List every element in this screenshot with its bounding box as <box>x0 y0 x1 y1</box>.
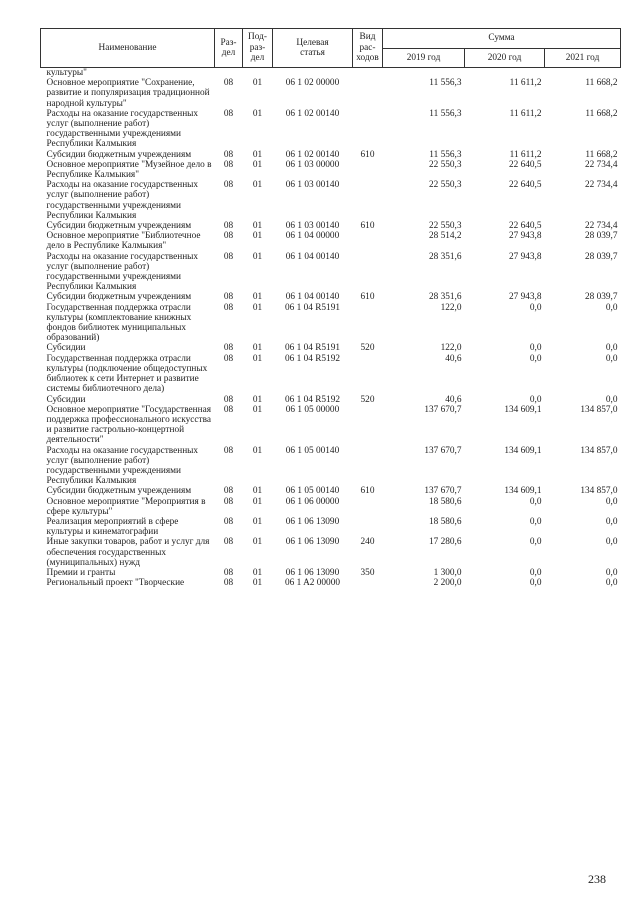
row-razdel: 08 <box>223 221 234 232</box>
row-razdel: 08 <box>223 180 234 191</box>
row-name: Иные закупки товаров, работ и услуг для обеспечения государственных (муниципальных) нужд <box>46 537 210 568</box>
row-celevaya-statya: 06 1 A2 00000 <box>284 578 340 589</box>
row-sum-2020: 0,0 <box>529 496 542 507</box>
table-row <box>41 68 621 79</box>
row-sum-2021: 0,0 <box>605 578 618 589</box>
row-sum-2021: 11 668,2 <box>585 108 618 119</box>
row-celevaya-statya: 06 1 04 00140 <box>285 292 340 303</box>
row-name: культуры" <box>46 68 87 78</box>
row-vid-rashodov <box>353 497 383 517</box>
header-razdel: Раз- дел <box>215 29 243 68</box>
row-sum-2019: 137 670,7 <box>424 445 462 456</box>
row-celevaya-statya: 06 1 06 13090 <box>285 516 340 527</box>
row-name: Субсидии <box>46 343 86 354</box>
row-razdel: 08 <box>223 292 234 303</box>
page-number: 238 <box>588 872 606 886</box>
row-sum-2020: 27 943,8 <box>508 292 542 303</box>
row-sum-2021: 0,0 <box>605 537 618 548</box>
row-name: Основное мероприятие "Сохранение, развитие и популяризация традиционной народной культуры" <box>46 78 210 109</box>
row-sum-2021: 0,0 <box>605 496 618 507</box>
row-razdel <box>215 68 243 79</box>
row-sum-2021: 0,0 <box>605 567 618 578</box>
row-podrazdel: 01 <box>252 221 263 232</box>
row-podrazdel: 01 <box>252 302 263 313</box>
row-podrazdel: 01 <box>252 496 263 507</box>
row-podrazdel: 01 <box>252 343 263 354</box>
row-razdel: 08 <box>223 108 234 119</box>
table-row <box>41 231 621 251</box>
row-vid-rashodov <box>353 446 383 487</box>
row-vid-rashodov <box>353 578 383 588</box>
row-sum-2019: 11 556,3 <box>429 78 462 89</box>
row-sum-2020: 0,0 <box>529 537 542 548</box>
table-row <box>41 497 621 517</box>
row-sum-2021: 0,0 <box>605 394 618 405</box>
table-row <box>41 343 621 353</box>
row-sum-2021: 0,0 <box>605 516 618 527</box>
row-sum-2019: 122,0 <box>440 343 462 354</box>
row-sum-2020 <box>465 68 545 79</box>
table-row <box>41 252 621 293</box>
row-razdel: 08 <box>223 496 234 507</box>
row-razdel: 08 <box>223 567 234 578</box>
row-razdel: 08 <box>223 537 234 548</box>
row-celevaya-statya: 06 1 04 R5192 <box>284 353 340 364</box>
row-sum-2020: 0,0 <box>529 516 542 527</box>
header-vid-rashodov: Вид рас- ходов <box>353 29 383 68</box>
row-sum-2020: 0,0 <box>529 302 542 313</box>
row-podrazdel: 01 <box>252 78 263 89</box>
row-sum-2020: 11 611,2 <box>509 78 542 89</box>
header-summa: Сумма <box>383 29 621 49</box>
row-podrazdel: 01 <box>252 567 263 578</box>
table-row <box>41 109 621 150</box>
row-celevaya-statya: 06 1 04 00000 <box>285 231 340 242</box>
row-name: Субсидии <box>46 394 86 405</box>
row-celevaya-statya: 06 1 04 00140 <box>285 251 340 262</box>
row-celevaya-statya <box>273 68 353 79</box>
row-celevaya-statya: 06 1 06 13090 <box>285 537 340 548</box>
row-sum-2021: 28 039,7 <box>584 251 618 262</box>
row-sum-2019: 18 580,6 <box>428 516 462 527</box>
row-celevaya-statya: 06 1 04 R5191 <box>284 343 340 354</box>
row-sum-2020: 22 640,5 <box>508 159 542 170</box>
row-razdel: 08 <box>223 404 234 415</box>
row-sum-2020: 0,0 <box>529 394 542 405</box>
row-vid-rashodov <box>353 109 383 150</box>
row-name: Расходы на оказание государственных услуг (выполнение работ) государственными учреждениями Республики Калмыкия <box>46 108 199 150</box>
row-sum-2019: 137 670,7 <box>424 404 462 415</box>
table-row <box>41 537 621 568</box>
row-name: Основное мероприятие "Библиотечное дело в Республике Калмыкия" <box>46 231 201 252</box>
table-row <box>41 578 621 588</box>
row-celevaya-statya: 06 1 02 00000 <box>285 78 340 89</box>
row-sum-2020: 0,0 <box>529 578 542 589</box>
row-sum-2020: 22 640,5 <box>508 180 542 191</box>
row-vid-rashodov: 520 <box>360 343 375 354</box>
row-vid-rashodov <box>353 405 383 446</box>
row-sum-2020: 134 609,1 <box>504 445 542 456</box>
row-sum-2019: 22 550,3 <box>428 221 462 232</box>
table-body <box>41 68 621 589</box>
row-vid-rashodov: 350 <box>360 567 375 578</box>
row-razdel: 08 <box>223 343 234 354</box>
row-sum-2021 <box>545 68 621 79</box>
row-sum-2021: 22 734,4 <box>584 180 618 191</box>
table-row <box>41 568 621 578</box>
row-sum-2019: 40,6 <box>445 394 462 405</box>
row-podrazdel: 01 <box>252 537 263 548</box>
row-vid-rashodov: 240 <box>360 537 375 548</box>
table-row <box>41 292 621 302</box>
row-sum-2019: 137 670,7 <box>424 486 462 497</box>
row-podrazdel: 01 <box>252 231 263 242</box>
row-name: Государственная поддержка отрасли культуры (комплектование книжных фондов библиотек муниципальных образований) <box>46 302 192 344</box>
row-name: Субсидии бюджетным учреждениям <box>46 149 192 160</box>
row-vid-rashodov <box>353 303 383 344</box>
header-name: Наименование <box>41 29 215 68</box>
row-vid-rashodov <box>353 78 383 109</box>
table-header <box>41 29 621 68</box>
row-razdel: 08 <box>223 394 234 405</box>
row-podrazdel: 01 <box>252 353 263 364</box>
row-podrazdel <box>243 68 273 79</box>
row-celevaya-statya: 06 1 04 R5192 <box>284 394 340 405</box>
row-sum-2021: 0,0 <box>605 302 618 313</box>
table-row <box>41 150 621 160</box>
row-razdel: 08 <box>223 159 234 170</box>
row-razdel: 08 <box>223 302 234 313</box>
row-celevaya-statya: 06 1 03 00140 <box>285 180 340 191</box>
row-podrazdel: 01 <box>252 578 263 589</box>
row-celevaya-statya: 06 1 02 00140 <box>285 149 340 160</box>
row-sum-2021: 11 668,2 <box>585 149 618 160</box>
row-sum-2020: 27 943,8 <box>508 231 542 242</box>
row-podrazdel: 01 <box>252 292 263 303</box>
row-sum-2019: 28 514,2 <box>428 231 462 242</box>
header-year-2019: 2019 год <box>383 48 465 68</box>
row-name: Расходы на оказание государственных услуг (выполнение работ) государственными учреждениями Республики Калмыкия <box>46 445 199 487</box>
row-celevaya-statya: 06 1 03 00140 <box>285 221 340 232</box>
row-sum-2021: 134 857,0 <box>580 404 618 415</box>
row-celevaya-statya: 06 1 05 00000 <box>285 404 340 415</box>
row-celevaya-statya: 06 1 03 00000 <box>285 159 340 170</box>
table-row <box>41 405 621 446</box>
row-name: Субсидии бюджетным учреждениям <box>46 292 192 303</box>
row-sum-2020: 134 609,1 <box>504 404 542 415</box>
row-name: Субсидии бюджетным учреждениям <box>46 486 192 497</box>
row-name: Премии и гранты <box>46 567 116 578</box>
row-sum-2021: 0,0 <box>605 343 618 354</box>
table-row <box>41 78 621 109</box>
row-podrazdel: 01 <box>252 404 263 415</box>
row-podrazdel: 01 <box>252 445 263 456</box>
row-podrazdel: 01 <box>252 180 263 191</box>
row-sum-2020: 0,0 <box>529 353 542 364</box>
table-row <box>41 486 621 496</box>
table-row <box>41 517 621 537</box>
row-vid-rashodov: 610 <box>360 221 375 232</box>
row-sum-2019: 11 556,3 <box>429 149 462 160</box>
row-razdel: 08 <box>223 353 234 364</box>
row-vid-rashodov: 610 <box>360 292 375 303</box>
table-row <box>41 446 621 487</box>
row-name: Расходы на оказание государственных услуг (выполнение работ) государственными учреждениями Республики Калмыкия <box>46 251 199 293</box>
row-razdel: 08 <box>223 445 234 456</box>
row-name: Субсидии бюджетным учреждениям <box>46 221 192 232</box>
row-razdel: 08 <box>223 516 234 527</box>
row-sum-2019: 40,6 <box>445 353 462 364</box>
row-podrazdel: 01 <box>252 108 263 119</box>
row-podrazdel: 01 <box>252 486 263 497</box>
row-podrazdel: 01 <box>252 159 263 170</box>
budget-table <box>40 28 621 588</box>
row-vid-rashodov: 520 <box>360 394 375 405</box>
row-celevaya-statya: 06 1 05 00140 <box>285 445 340 456</box>
row-sum-2021: 28 039,7 <box>584 292 618 303</box>
row-vid-rashodov <box>353 517 383 537</box>
table-row <box>41 160 621 180</box>
row-celevaya-statya: 06 1 06 00000 <box>285 496 340 507</box>
row-razdel: 08 <box>223 578 234 589</box>
row-sum-2021: 134 857,0 <box>580 445 618 456</box>
row-sum-2020: 0,0 <box>529 567 542 578</box>
row-sum-2020: 0,0 <box>529 343 542 354</box>
budget-document <box>40 28 620 588</box>
row-sum-2020: 27 943,8 <box>508 251 542 262</box>
row-sum-2019: 18 580,6 <box>428 496 462 507</box>
row-vid-rashodov <box>353 180 383 221</box>
table-row <box>41 303 621 344</box>
row-sum-2021: 22 734,4 <box>584 221 618 232</box>
row-name: Основное мероприятие "Мероприятия в сфере культуры" <box>46 496 206 517</box>
row-sum-2019: 22 550,3 <box>428 159 462 170</box>
row-sum-2021: 28 039,7 <box>584 231 618 242</box>
row-sum-2019: 1 300,0 <box>433 567 462 578</box>
row-sum-2021: 11 668,2 <box>585 78 618 89</box>
row-sum-2021: 134 857,0 <box>580 486 618 497</box>
row-name: Основное мероприятие "Государственная поддержка профессионального искусства и развитие гастрольно-концертной деятельности" <box>46 404 212 446</box>
row-sum-2019: 11 556,3 <box>429 108 462 119</box>
row-celevaya-statya: 06 1 05 00140 <box>285 486 340 497</box>
row-vid-rashodov: 610 <box>360 486 375 497</box>
table-row <box>41 354 621 395</box>
row-name: Региональный проект "Творческие <box>46 578 185 589</box>
header-year-2021: 2021 год <box>545 48 621 68</box>
row-vid-rashodov <box>353 231 383 251</box>
row-sum-2019: 122,0 <box>440 302 462 313</box>
header-year-2020: 2020 год <box>465 48 545 68</box>
row-podrazdel: 01 <box>252 516 263 527</box>
table-row <box>41 221 621 231</box>
row-vid-rashodov: 610 <box>360 149 375 160</box>
row-razdel: 08 <box>223 149 234 160</box>
row-vid-rashodov <box>353 160 383 180</box>
row-celevaya-statya: 06 1 04 R5191 <box>284 302 340 313</box>
row-sum-2019: 2 200,0 <box>433 578 462 589</box>
row-name: Расходы на оказание государственных услуг (выполнение работ) государственными учреждениями Республики Калмыкия <box>46 180 199 221</box>
row-sum-2019: 17 280,6 <box>428 537 462 548</box>
table-row <box>41 180 621 221</box>
table-row <box>41 395 621 405</box>
row-vid-rashodov <box>353 252 383 293</box>
row-sum-2020: 11 611,2 <box>509 149 542 160</box>
row-sum-2019: 28 351,6 <box>428 292 462 303</box>
row-razdel: 08 <box>223 78 234 89</box>
row-vid-rashodov <box>353 68 383 79</box>
row-celevaya-statya: 06 1 02 00140 <box>285 108 340 119</box>
row-sum-2021: 22 734,4 <box>584 159 618 170</box>
row-podrazdel: 01 <box>252 394 263 405</box>
row-name: Реализация мероприятий в сфере культуры и кинематографии <box>46 516 179 538</box>
row-razdel: 08 <box>223 231 234 242</box>
row-sum-2019 <box>383 68 465 79</box>
row-sum-2019: 28 351,6 <box>428 251 462 262</box>
row-sum-2020: 22 640,5 <box>508 221 542 232</box>
row-sum-2019: 22 550,3 <box>428 180 462 191</box>
row-celevaya-statya: 06 1 06 13090 <box>285 567 340 578</box>
row-name: Государственная поддержка отрасли культуры (подключение общедоступных библиотек к сети Интернет и развитие системы библиотечного дела) <box>46 353 208 395</box>
row-podrazdel: 01 <box>252 149 263 160</box>
row-sum-2020: 11 611,2 <box>509 108 542 119</box>
row-sum-2020: 134 609,1 <box>504 486 542 497</box>
row-podrazdel: 01 <box>252 251 263 262</box>
row-razdel: 08 <box>223 486 234 497</box>
row-razdel: 08 <box>223 251 234 262</box>
header-celevaya-statya: Целевая статья <box>273 29 353 68</box>
header-podrazdel: Под- раз- дел <box>243 29 273 68</box>
row-vid-rashodov <box>353 354 383 395</box>
row-name: Основное мероприятие "Музейное дело в Республике Калмыкия" <box>46 159 212 181</box>
row-sum-2021: 0,0 <box>605 353 618 364</box>
